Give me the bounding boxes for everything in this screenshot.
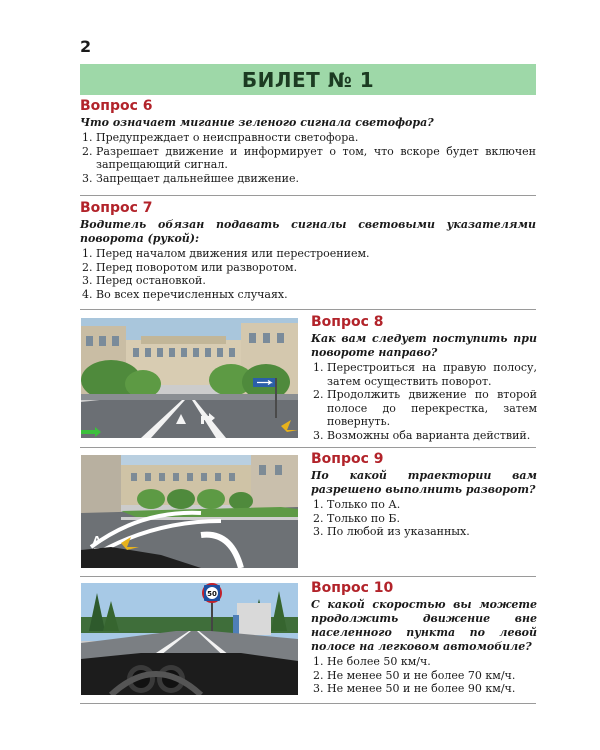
answer-option[interactable]: 1. Перестроиться на правую полосу, затем осуществить поворот. [313,361,537,388]
question-title: Вопрос 9 [311,451,384,467]
answer-option[interactable]: 1. Не более 50 км/ч. [313,655,431,668]
answer-option[interactable]: 3. Запрещает дальнейшее движение. [82,171,299,185]
question-title: Вопрос 8 [311,314,384,330]
question-text: Как вам следует поступить при повороте направо? [311,332,537,359]
question-text: Что означает мигание зеленого сигнала светофора? [80,116,434,129]
divider [80,703,536,704]
route-a-label: А [93,535,101,546]
question-8 [311,314,537,442]
answer-option[interactable]: 2. Только по Б. [313,511,400,525]
answer-option[interactable]: 2. Продолжить движение по второй полосе до перекрестка, затем повернуть. [313,388,537,428]
question-title: Вопрос 6 [80,98,153,114]
question-text: Водитель обязан подавать сигналы световыми указателями поворота (рукой): [80,218,536,245]
question-9-image [81,455,298,568]
divider [80,195,536,196]
question-title: Вопрос 10 [311,580,394,596]
answer-option[interactable]: 3. Возможны оба варианта действий. [313,428,531,442]
divider [80,447,536,448]
speed-sign-label: 50 [207,590,217,598]
question-6 [80,98,536,185]
question-7 [80,200,536,301]
answer-option[interactable]: 3. Перед остановкой. [82,274,206,287]
question-10 [311,580,537,696]
answer-option[interactable]: 3. По любой из указанных. [313,525,470,538]
answer-list [311,655,537,696]
divider [80,309,536,310]
answer-option[interactable]: 2. Разрешает движение и информирует о том, что вскоре будет включен запрещающий сигнал. [82,144,536,171]
question-text: С какой скоростью вы можете продолжить движение вне населенного пункта по левой полосе на легковом автомобиле? [311,598,537,653]
question-text: По какой траектории вам разрешено выполнить разворот? [311,469,537,496]
answer-option[interactable]: 2. Перед поворотом или разворотом. [82,260,298,274]
answer-option[interactable]: 1. Перед началом движения или перестроением. [82,247,370,260]
answer-list [311,498,537,539]
answer-list [311,361,537,442]
question-title: Вопрос 7 [80,200,153,216]
answer-list [80,131,536,185]
answer-option[interactable]: 4. Во всех перечисленных случаях. [82,287,288,301]
question-9 [311,451,537,539]
divider [80,576,536,577]
answer-list [80,247,536,301]
page-number: 2 [80,37,92,56]
question-10-image [81,583,298,695]
ticket-title: БИЛЕТ № 1 [241,67,375,92]
answer-option[interactable]: 1. Предупреждает о неисправности светофора. [82,131,359,144]
answer-option[interactable]: 1. Только по А. [313,498,401,511]
ticket-title-banner [80,64,536,95]
answer-option[interactable]: 3. Не менее 50 и не более 90 км/ч. [313,682,516,695]
question-8-image [81,318,298,438]
answer-option[interactable]: 2. Не менее 50 и не более 70 км/ч. [313,668,516,682]
